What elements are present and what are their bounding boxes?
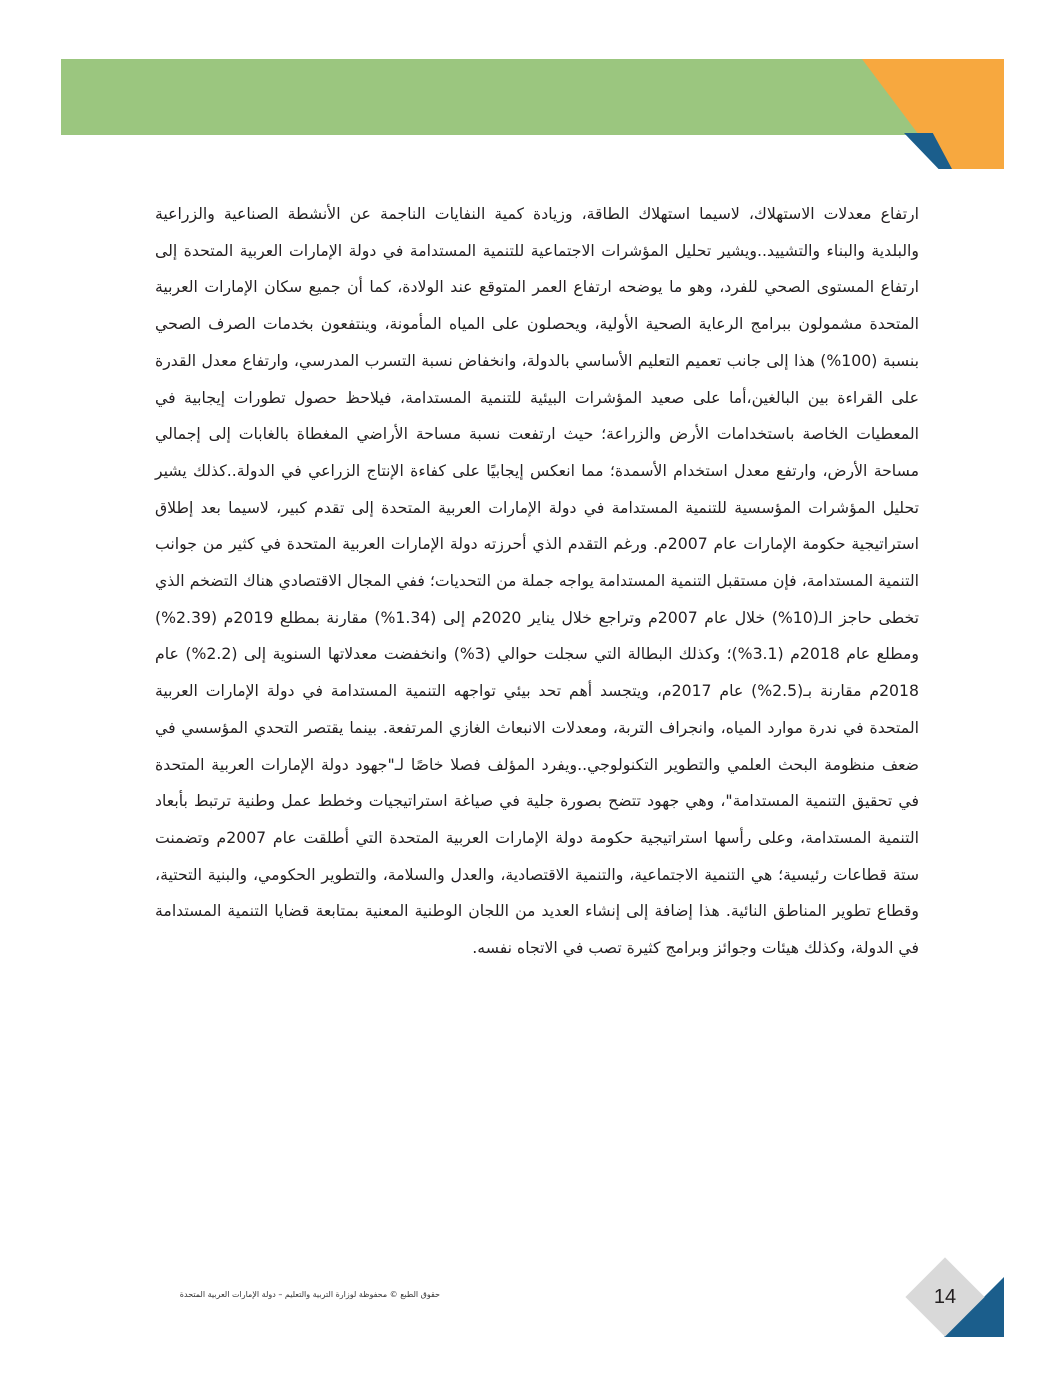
body-paragraph: ارتفاع معدلات الاستهلاك، لاسيما استهلاك الطاقة، وزيادة كمية النفايات الناجمة عن الأنشطة الصناعية والزراعية والبلدية والبناء والتشييد..ويشير تحليل المؤشرات الاجتماعية للتنمية المستدامة في دولة الإمارات العربية المتحدة إلى ارتفاع المستوى الصحي للفرد، وهو ما يوضحه ارتفاع العمر المتوقع عند الولادة، كما أن جميع سكان الإمارات العربية المتحدة مشمولون ببرامج الرعاية الصحية الأولية، ويحصلون على المياه المأمونة، وينتفعون بخدمات الصرف الصحي بنسبة (100%) هذا إلى جانب تعميم التعليم الأساسي بالدولة، وانخفاض نسبة التسرب المدرسي، وارتفاع معدل القدرة على القراءة بين البالغين،أما على صعيد المؤشرات البيئية للتنمية المستدامة، فيلاحظ حصول تطورات إيجابية في المعطيات الخاصة باستخدامات الأرض والزراعة؛ حيث ارتفعت نسبة مساحة الأراضي المغطاة بالغابات إلى إجمالي مساحة الأرض، وارتفع معدل استخدام الأسمدة؛ مما انعكس إيجابيًا على كفاءة الإنتاج الزراعي في الدولة..كذلك يشير تحليل المؤشرات المؤسسية للتنمية المستدامة في دولة الإمارات العربية المتحدة إلى تقدم كبير، لاسيما بعد إطلاق استراتيجية حكومة الإمارات عام 2007م. ورغم التقدم الذي أحرزته دولة الإمارات العربية المتحدة في كثير من جوانب التنمية المستدامة، فإن مستقبل التنمية المستدامة يواجه جملة من التحديات؛ ففي المجال الاقتصادي هناك التضخم الذي تخطى حاجز الـ(10%) خلال عام 2007م وتراجع خلال يناير 2020م إلى (1.34%) مقارنة بمطلع 2019م (2.39%) ومطلع عام 2018م (3.1%)؛ وكذلك البطالة التي سجلت حوالي (3%) وانخفضت معدلاتها السنوية إلى (2.2%) عام 2018م مقارنة بـ(2.5%) عام 2017م، ويتجسد أهم تحد بيئي تواجهه التنمية المستدامة في دولة الإمارات العربية المتحدة في ندرة موارد المياه، وانجراف التربة، ومعدلات الانبعاث الغازي المرتفعة. بينما يقتصر التحدي المؤسسي في ضعف منظومة البحث العلمي والتطوير التكنولوجي..ويفرد المؤلف فصلا خاصًا لـ"جهود دولة الإمارات العربية المتحدة في تحقيق التنمية المستدامة"، وهي جهود تتضح بصورة جلية في صياغة استراتيجيات وخطط عمل وطنية ترتبط بأبعاد التنمية المستدامة، وعلى رأسها استراتيجية حكومة دولة الإمارات العربية المتحدة التي أطلقت عام 2007م وتضمنت ستة قطاعات رئيسية؛ هي التنمية الاجتماعية، والتنمية الاقتصادية، والعدل والسلامة، والتطوير الحكومي، والبنية التحتية، وقطاع تطوير المناطق النائية. هذا إضافة إلى إنشاء العديد من اللجان الوطنية المعنية بمتابعة قضايا التنمية المستدامة في الدولة، وكذلك هيئات وجوائز وبرامج كثيرة تصب في الاتجاه نفسه. (155, 204, 920, 958)
footer-copyright: حقوق الطبع © محفوظة لوزارة التربية والتعليم – دولة الإمارات العربية المتحدة (179, 1290, 440, 1299)
page-number: 14 (933, 1286, 957, 1308)
header-band (61, 59, 1004, 135)
